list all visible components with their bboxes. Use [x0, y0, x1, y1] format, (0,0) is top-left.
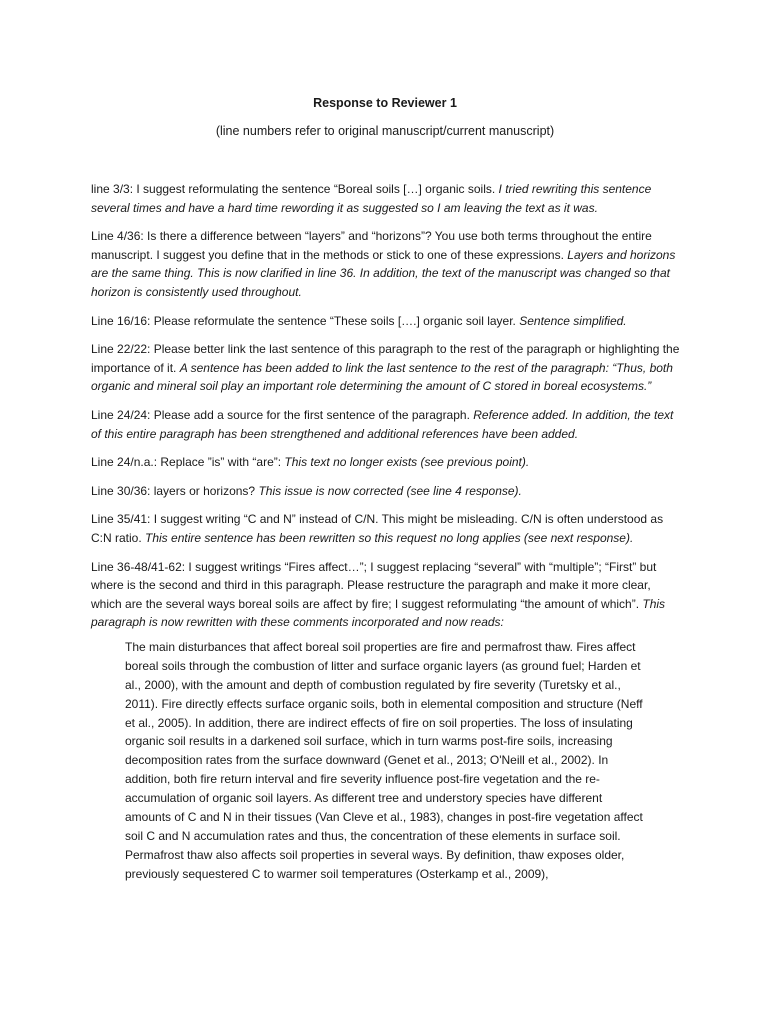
comment-paragraph: [91, 406, 681, 443]
reviewer-comment: line 3/3: I suggest reformulating the sentence “Boreal soils […] organic soils.: [91, 182, 499, 196]
reviewer-comment: Line 22/22: Please better link the last sentence of this paragraph to the rest of the paragraph or highlighting the importance of it.: [91, 342, 680, 375]
author-response: This paragraph is now rewritten with these comments incorporated and now reads:: [91, 596, 666, 630]
reviewer-comment: Line 30/36: layers or horizons?: [91, 483, 259, 498]
comment-paragraph: [91, 340, 681, 396]
author-response: This text no longer exists (see previous point).: [284, 455, 530, 470]
author-response: This issue is now corrected (see line 4 response).: [258, 483, 522, 498]
author-response: Reference added. In addition, the text of this entire paragraph has been strengthened and additional references have been added.: [91, 407, 674, 441]
reviewer-comment: Line 4/36: Is there a difference between “layers” and “horizons”? You use both terms throughout the entire manuscript. I suggest you define that in the methods or stick to one of these expressions.: [91, 229, 652, 262]
reviewer-comment: Line 35/41: I suggest writing “C and N” instead of C/N. This might be misleading. C/N is often understood as C:N ratio.: [91, 512, 664, 545]
comment-paragraph: [91, 312, 681, 331]
author-response: Layers and horizons are the same thing. This is now clarified in line 36. In addition, the text of the manuscript was changed so that horizon is consistently used throughout.: [91, 247, 676, 299]
comment-paragraph: [91, 558, 681, 632]
reviewer-comment: Line 36-48/41-62: I suggest writings “Fires affect…”; I suggest replacing “several” with “multiple”; “First” but where is the second and third in this paragraph. Please restructure the paragraph and make it more clear, which are the several ways boreal soils are affect by fire; I suggest reformulating “the amount of which”.: [91, 559, 657, 611]
comment-paragraph: [91, 227, 681, 301]
page-title: Response to Reviewer 1: [313, 96, 457, 110]
page-subtitle: (line numbers refer to original manuscript/current manuscript): [215, 124, 555, 138]
comment-paragraph: [91, 510, 681, 547]
reviewer-comment: Line 24/24: Please add a source for the first sentence of the paragraph.: [91, 407, 474, 422]
reviewer-comment: Line 16/16: Please reformulate the sentence “These soils [….] organic soil layer.: [91, 313, 520, 328]
reviewer-comment: Line 24/n.a.: Replace ”is” with “are”:: [91, 455, 285, 470]
quoted-revised-paragraph: The main disturbances that affect boreal soil properties are fire and permafrost thaw. Fires affect boreal soils through the combustion of litter and surface organic layers (as ground fuel; Harden et al., 2000), with the amount and depth of combustion regulated by fire severity (Turetsky et al., 2011). Fire directly effects surface organic soils, both in elemental composition and structure (Neff et al., 2005). In addition, there are indirect effects of fire on soil properties. The loss of insulating organic soil results in a darkened soil surface, which in turn warms post-fire soils, increasing decomposition rates from the surface downward (Genet et al., 2013; O'Neill et al., 2002). In addition, both fire return interval and fire severity influence post-fire vegetation and the re-accumulation of organic soil layers. As different tree and understory species have different amounts of C and N in their tissues (Van Cleve et al., 1983), changes in post-fire vegetation affect soil C and N accumulation rates and thus, the concentration of these elements in surface soil. Permafrost thaw also affects soil properties in several ways. By definition, thaw exposes older, previously sequestered C to warmer soil temperatures (Osterkamp et al., 2009),: [125, 639, 643, 881]
document-body: [91, 180, 681, 884]
comment-paragraph: [91, 180, 681, 217]
author-response: This entire sentence has been rewritten so this request no long applies (see next response).: [145, 530, 634, 545]
author-response: I tried rewriting this sentence several times and have a hard time rewording it as suggested so I am leaving the text as it was.: [91, 182, 652, 215]
author-response: Sentence simplified.: [519, 313, 627, 328]
author-response: A sentence has been added to link the last sentence to the rest of the paragraph: “Thus, both organic and mineral soil play an important role determining the amount of C stored in boreal ecosystems.”: [91, 360, 673, 394]
comment-paragraph: [91, 482, 681, 501]
comment-paragraph: [91, 453, 681, 472]
